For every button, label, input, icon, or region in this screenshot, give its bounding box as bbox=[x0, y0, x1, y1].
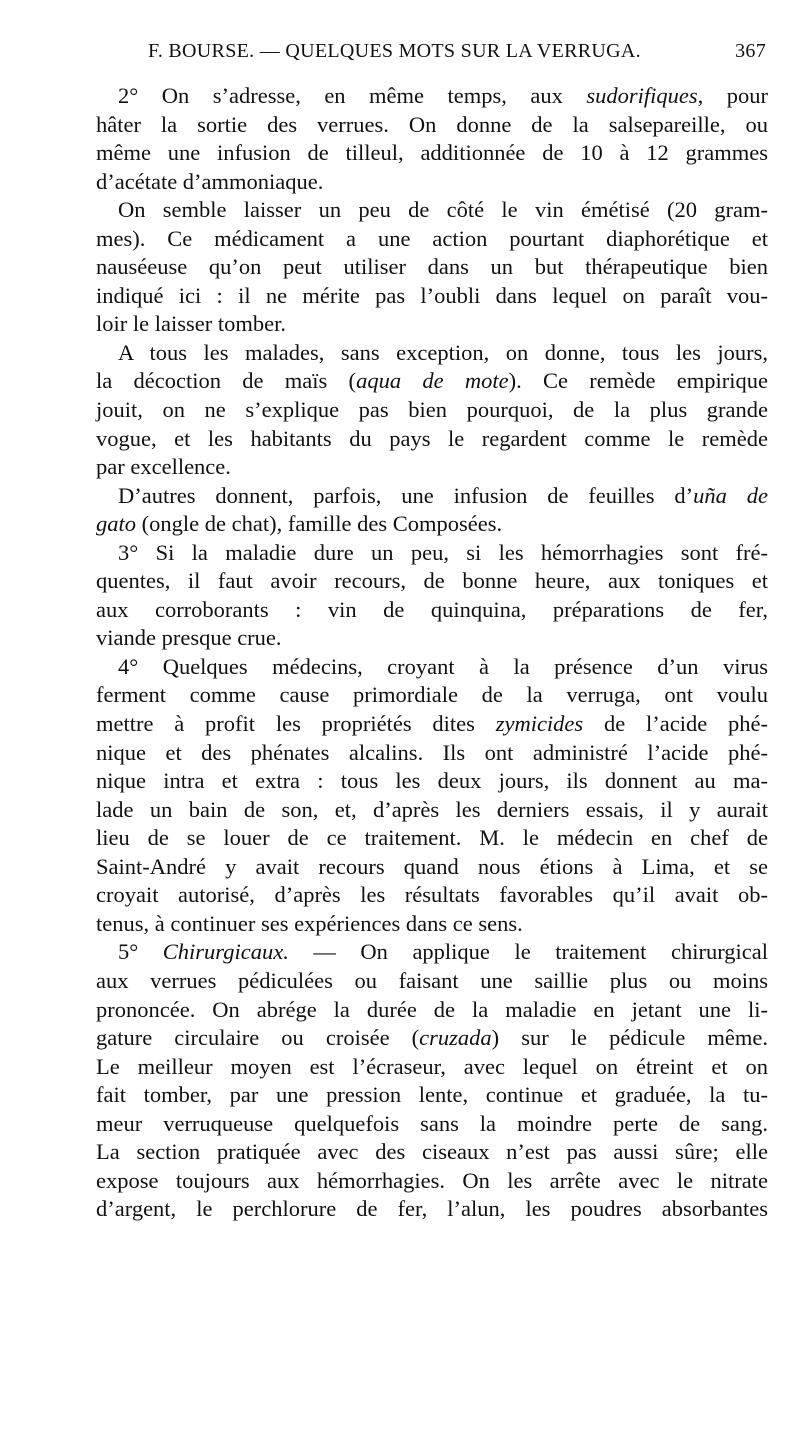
text-line bbox=[96, 1081, 768, 1110]
italic-text: uña de bbox=[693, 482, 768, 508]
text-segment: ferment comme cause primordiale de la verruga, ont voulu bbox=[96, 682, 768, 708]
text-line bbox=[96, 367, 768, 396]
text-segment: 3° Si la maladie dure un peu, si les hémorrhagies sont fré- bbox=[118, 539, 768, 565]
text-segment: nique et des phénates alcalins. Ils ont administré l’acide phé- bbox=[96, 739, 768, 765]
text-line bbox=[96, 139, 768, 168]
text-segment: croyait autorisé, d’après les résultats favorables qu’il avait ob- bbox=[96, 882, 768, 908]
running-title: F. BOURSE. — QUELQUES MOTS SUR LA VERRUGA. bbox=[148, 40, 641, 62]
text-line bbox=[96, 824, 768, 853]
text-segment: nique intra et extra : tous les deux jours, ils donnent au ma- bbox=[96, 768, 768, 794]
text-segment: Le meilleur moyen est l’écraseur, avec lequel on étreint et on bbox=[96, 1053, 768, 1079]
text-line bbox=[96, 1110, 768, 1139]
text-line bbox=[96, 739, 768, 768]
text-line bbox=[96, 967, 768, 996]
text-line bbox=[96, 681, 768, 710]
text-line bbox=[96, 796, 768, 825]
text-line bbox=[96, 853, 768, 882]
text-line bbox=[96, 767, 768, 796]
text-segment: — On applique le traitement chirurgical bbox=[288, 939, 769, 965]
text-segment: lieu de se louer de ce traitement. M. le médecin en chef de bbox=[96, 825, 768, 851]
text-line bbox=[96, 996, 768, 1025]
text-segment: ). Ce remède empirique bbox=[508, 368, 768, 394]
italic-text: Chirurgicaux. bbox=[162, 939, 289, 965]
text-segment: loir le laisser tomber. bbox=[96, 311, 286, 337]
text-line bbox=[96, 881, 768, 910]
text-segment: tenus, à continuer ses expériences dans ce sens. bbox=[96, 910, 523, 936]
text-segment: expose toujours aux hémorrhagies. On les arrête avec le nitrate bbox=[96, 1167, 768, 1193]
text-segment: d’acétate d’ammoniaque. bbox=[96, 168, 324, 194]
text-segment: 2° On s’adresse, en même temps, aux bbox=[118, 83, 587, 108]
page-number: 367 bbox=[735, 40, 766, 62]
text-line bbox=[96, 1195, 768, 1224]
body-text bbox=[96, 82, 768, 1224]
text-segment: La section pratiquée avec des ciseaux n’est pas aussi sûre; elle bbox=[96, 1139, 768, 1165]
text-segment: mes). Ce médicament a une action pourtant diaphorétique et bbox=[96, 225, 768, 251]
text-segment: 5° bbox=[118, 939, 163, 965]
text-segment: (ongle de chat), famille des Composées. bbox=[136, 511, 503, 537]
text-segment: d’argent, le perchlorure de fer, l’alun, les poudres absorbantes bbox=[96, 1196, 768, 1222]
text-segment: meur verruqueuse quelquefois sans la moindre perte de sang. bbox=[96, 1110, 768, 1136]
text-line bbox=[96, 596, 768, 625]
text-line bbox=[96, 82, 768, 111]
text-segment: lade un bain de son, et, d’après les derniers essais, il y aurait bbox=[96, 796, 768, 822]
text-line bbox=[96, 910, 768, 939]
text-line bbox=[96, 710, 768, 739]
italic-text: cruzada bbox=[419, 1025, 492, 1051]
text-segment: fait tomber, par une pression lente, continue et graduée, la tu- bbox=[96, 1082, 768, 1108]
text-line bbox=[96, 653, 768, 682]
text-segment: prononcée. On abrége la durée de la maladie en jetant une li- bbox=[96, 996, 768, 1022]
text-line bbox=[96, 168, 768, 197]
text-line bbox=[96, 482, 768, 511]
italic-text: aqua de mote bbox=[356, 368, 509, 394]
text-segment: mettre à profit les propriétés dites bbox=[96, 711, 496, 737]
text-segment: viande presque crue. bbox=[96, 625, 282, 651]
text-segment: nauséeuse qu’on peut utiliser dans un but thérapeutique bien bbox=[96, 254, 768, 280]
text-segment: D’autres donnent, parfois, une infusion de feuilles d’ bbox=[118, 482, 694, 508]
text-segment: 4° Quelques médecins, croyant à la présence d’un virus bbox=[118, 653, 768, 679]
text-segment: On semble laisser un peu de côté le vin émétisé (20 gram- bbox=[118, 197, 768, 223]
italic-text: sudorifiques bbox=[586, 83, 698, 108]
text-segment: aux corroborants : vin de quinquina, préparations de fer, bbox=[96, 596, 768, 622]
text-line bbox=[96, 539, 768, 568]
text-line bbox=[96, 253, 768, 282]
text-line bbox=[96, 396, 768, 425]
text-line bbox=[96, 567, 768, 596]
text-segment: gature circulaire ou croisée ( bbox=[96, 1025, 420, 1051]
running-head bbox=[96, 40, 766, 70]
text-line bbox=[96, 938, 768, 967]
text-line bbox=[96, 111, 768, 140]
italic-text: zymicides bbox=[495, 711, 584, 737]
text-line bbox=[96, 1138, 768, 1167]
text-segment: indiqué ici : il ne mérite pas l’oubli dans lequel on paraît vou- bbox=[96, 282, 768, 308]
text-segment: quentes, il faut avoir recours, de bonne heure, aux toniques et bbox=[96, 568, 768, 594]
text-segment: de l’acide phé- bbox=[583, 711, 769, 737]
text-line bbox=[96, 1024, 768, 1053]
text-segment: la décoction de maïs ( bbox=[96, 368, 357, 394]
text-line bbox=[96, 453, 768, 482]
text-segment: ) sur le pédicule même. bbox=[491, 1025, 768, 1051]
text-segment: aux verrues pédiculées ou faisant une saillie plus ou moins bbox=[96, 967, 768, 993]
text-line bbox=[96, 624, 768, 653]
text-line bbox=[96, 1167, 768, 1196]
text-line bbox=[96, 282, 768, 311]
text-line bbox=[96, 339, 768, 368]
text-line bbox=[96, 425, 768, 454]
italic-text: gato bbox=[96, 511, 137, 537]
text-segment: même une infusion de tilleul, additionnée de 10 à 12 grammes bbox=[96, 140, 768, 166]
text-segment: vogue, et les habitants du pays le regardent comme le remède bbox=[96, 425, 768, 451]
text-segment: par excellence. bbox=[96, 454, 231, 480]
text-line bbox=[96, 225, 768, 254]
text-line bbox=[96, 1053, 768, 1082]
text-segment: Saint-André y avait recours quand nous étions à Lima, et se bbox=[96, 853, 768, 879]
text-segment: jouit, on ne s’explique pas bien pourquoi, de la plus grande bbox=[96, 397, 768, 423]
text-line bbox=[96, 196, 768, 225]
text-segment: , pour bbox=[697, 83, 769, 108]
text-line bbox=[96, 510, 768, 539]
text-segment: A tous les malades, sans exception, on donne, tous les jours, bbox=[118, 339, 768, 365]
text-segment: hâter la sortie des verrues. On donne de la salsepareille, ou bbox=[96, 111, 768, 137]
text-line bbox=[96, 310, 768, 339]
